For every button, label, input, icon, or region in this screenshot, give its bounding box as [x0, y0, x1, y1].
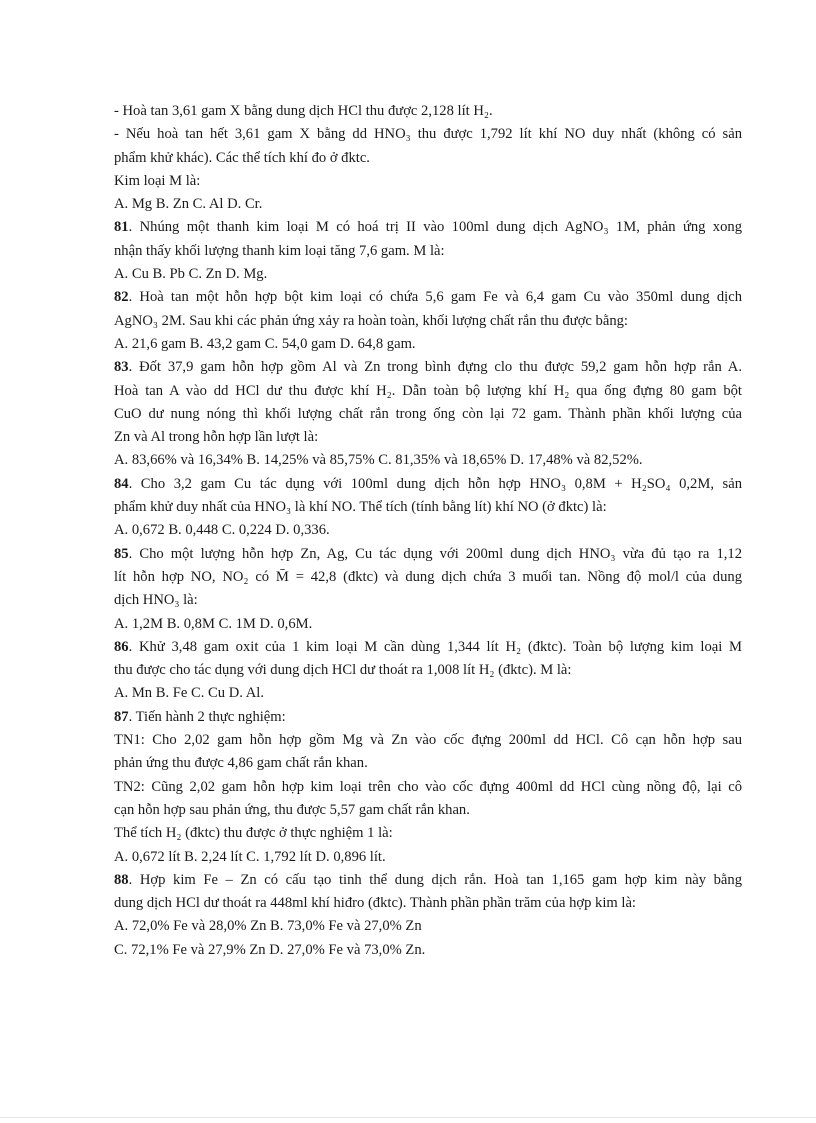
text-line — [114, 380, 742, 403]
question-line — [114, 869, 742, 892]
question-number: 84 — [114, 475, 129, 492]
line-text: . Tiến hành 2 thực nghiệm: — [128, 708, 286, 725]
line-text: lít hỗn hợp NO, NO₂ có M̄ = 42,8 (đktc) và dung dịch chứa 3 muối tan. Nồng độ mol/l của dung — [114, 568, 742, 585]
text-line — [114, 147, 742, 170]
question-number: 86 — [114, 638, 129, 655]
text-line — [114, 776, 742, 799]
text-line — [114, 799, 742, 822]
text-line — [114, 822, 742, 845]
line-text: phẩm khử khác). Các thể tích khí đo ở đktc. — [114, 149, 370, 166]
question-number: 88 — [114, 871, 129, 888]
line-text: . Khử 3,48 gam oxit của 1 kim loại M cần dùng 1,344 lít H₂ (đktc). Toàn bộ lượng kim loại M — [128, 638, 742, 655]
line-text: - Hoà tan 3,61 gam X bằng dung dịch HCl thu được 2,128 lít H₂. — [114, 103, 493, 119]
line-text: dịch HNO₃ là: — [114, 592, 198, 609]
question-number: 82 — [114, 289, 129, 306]
line-text: thu được cho tác dụng với dung dịch HCl dư thoát ra 1,008 lít H₂ (đktc). M là: — [114, 662, 572, 679]
text-line — [114, 100, 742, 123]
line-text: A. Mn B. Fe C. Cu D. Al. — [114, 685, 265, 702]
question-number: 81 — [114, 219, 129, 236]
line-text: dung dịch HCl dư thoát ra 448ml khí hiđro (đktc). Thành phần phần trăm của hợp kim là: — [114, 895, 636, 912]
line-text: . Hoà tan một hỗn hợp bột kim loại có chứa 5,6 gam Fe và 6,4 gam Cu vào 350ml dung dịch — [128, 289, 742, 306]
text-line — [114, 170, 742, 193]
line-text: Zn và Al trong hỗn hợp lần lượt là: — [114, 429, 319, 446]
line-text: A. 1,2M B. 0,8M C. 1M D. 0,6M. — [114, 615, 313, 632]
line-text: A. 72,0% Fe và 28,0% Zn B. 73,0% Fe và 27,0% Zn — [114, 918, 422, 935]
text-line — [114, 240, 742, 263]
text-line — [114, 403, 742, 426]
text-line — [114, 263, 742, 286]
line-text: Thể tích H₂ (đktc) thu được ở thực nghiệm 1 là: — [114, 825, 393, 842]
question-line — [114, 706, 742, 729]
text-line — [114, 449, 742, 472]
text-line — [114, 659, 742, 682]
line-text: . Cho 3,2 gam Cu tác dụng với 100ml dung dịch hỗn hợp HNO₃ 0,8M + H₂SO₄ 0,2M, sản — [128, 475, 742, 492]
question-line — [114, 636, 742, 659]
text-line — [114, 589, 742, 612]
line-text: . Hợp kim Fe – Zn có cấu tạo tinh thể dung dịch rắn. Hoà tan 1,165 gam hợp kim này bằng — [128, 871, 742, 888]
text-line — [114, 519, 742, 542]
question-line — [114, 356, 742, 379]
line-text: - Nếu hoà tan hết 3,61 gam X bằng dd HNO₃ thu được 1,792 lít khí NO duy nhất (không có sản — [114, 126, 742, 143]
line-text: C. 72,1% Fe và 27,9% Zn D. 27,0% Fe và 73,0% Zn. — [114, 941, 426, 958]
line-text: . Nhúng một thanh kim loại M có hoá trị II vào 100ml dung dịch AgNO₃ 1M, phản ứng xong — [128, 219, 742, 236]
text-line — [114, 333, 742, 356]
text-line — [114, 892, 742, 915]
line-text: A. Cu B. Pb C. Zn D. Mg. — [114, 266, 268, 283]
line-text: A. 0,672 B. 0,448 C. 0,224 D. 0,336. — [114, 522, 330, 539]
text-line — [114, 613, 742, 636]
text-line — [114, 729, 742, 752]
line-text: CuO dư nung nóng thì khối lượng chất rắn trong ống còn lại 72 gam. Thành phần khối lượng của — [114, 405, 742, 422]
line-text: AgNO₃ 2M. Sau khi các phản ứng xảy ra hoàn toàn, khối lượng chất rắn thu được bằng: — [114, 312, 628, 329]
document-body — [114, 100, 742, 962]
line-text: A. 83,66% và 16,34% B. 14,25% và 85,75% C. 81,35% và 18,65% D. 17,48% và 82,52%. — [114, 452, 643, 469]
line-text: A. 0,672 lít B. 2,24 lít C. 1,792 lít D. 0,896 lít. — [114, 848, 386, 865]
text-line — [114, 682, 742, 705]
text-line — [114, 939, 742, 962]
text-line — [114, 752, 742, 775]
line-text: TN1: Cho 2,02 gam hỗn hợp gồm Mg và Zn vào cốc đựng 200ml dd HCl. Cô cạn hỗn hợp sau — [114, 732, 742, 749]
text-line — [114, 426, 742, 449]
text-line — [114, 566, 742, 589]
line-text: nhận thấy khối lượng thanh kim loại tăng 7,6 gam. M là: — [114, 242, 445, 259]
line-text: . Cho một lượng hỗn hợp Zn, Ag, Cu tác dụng với 200ml dung dịch HNO₃ vừa đủ tạo ra 1,12 — [128, 545, 742, 562]
line-text: TN2: Cũng 2,02 gam hỗn hợp kim loại trên cho vào cốc đựng 400ml dd HCl cùng nồng độ, lại cô — [114, 778, 742, 795]
question-number: 85 — [114, 545, 129, 562]
line-text: A. Mg B. Zn C. Al D. Cr. — [114, 196, 263, 213]
text-line — [114, 310, 742, 333]
question-number: 87 — [114, 708, 129, 725]
text-line — [114, 915, 742, 938]
text-line — [114, 846, 742, 869]
question-number: 83 — [114, 359, 129, 376]
line-text: Hoà tan A vào dd HCl dư thu được khí H₂. Dẫn toàn bộ lượng khí H₂ qua ống đựng 80 gam bột — [114, 382, 742, 399]
question-line — [114, 543, 742, 566]
line-text: . Đốt 37,9 gam hỗn hợp gồm Al và Zn trong bình đựng clo thu được 59,2 gam hỗn hợp rắn A. — [128, 359, 742, 376]
line-text: phẩm khử duy nhất của HNO₃ là khí NO. Thể tích (tính bằng lít) khí NO (ở đktc) là: — [114, 499, 607, 516]
line-text: cạn hỗn hợp sau phản ứng, thu được 5,57 gam chất rắn khan. — [114, 801, 470, 818]
line-text: A. 21,6 gam B. 43,2 gam C. 54,0 gam D. 64,8 gam. — [114, 335, 416, 352]
question-line — [114, 473, 742, 496]
question-line — [114, 216, 742, 239]
text-line — [114, 496, 742, 519]
line-text: phản ứng thu được 4,86 gam chất rắn khan. — [114, 755, 368, 772]
question-line — [114, 286, 742, 309]
text-line — [114, 123, 742, 146]
line-text: Kim loại M là: — [114, 172, 201, 189]
text-line — [114, 193, 742, 216]
page-bottom-divider — [0, 1117, 816, 1118]
